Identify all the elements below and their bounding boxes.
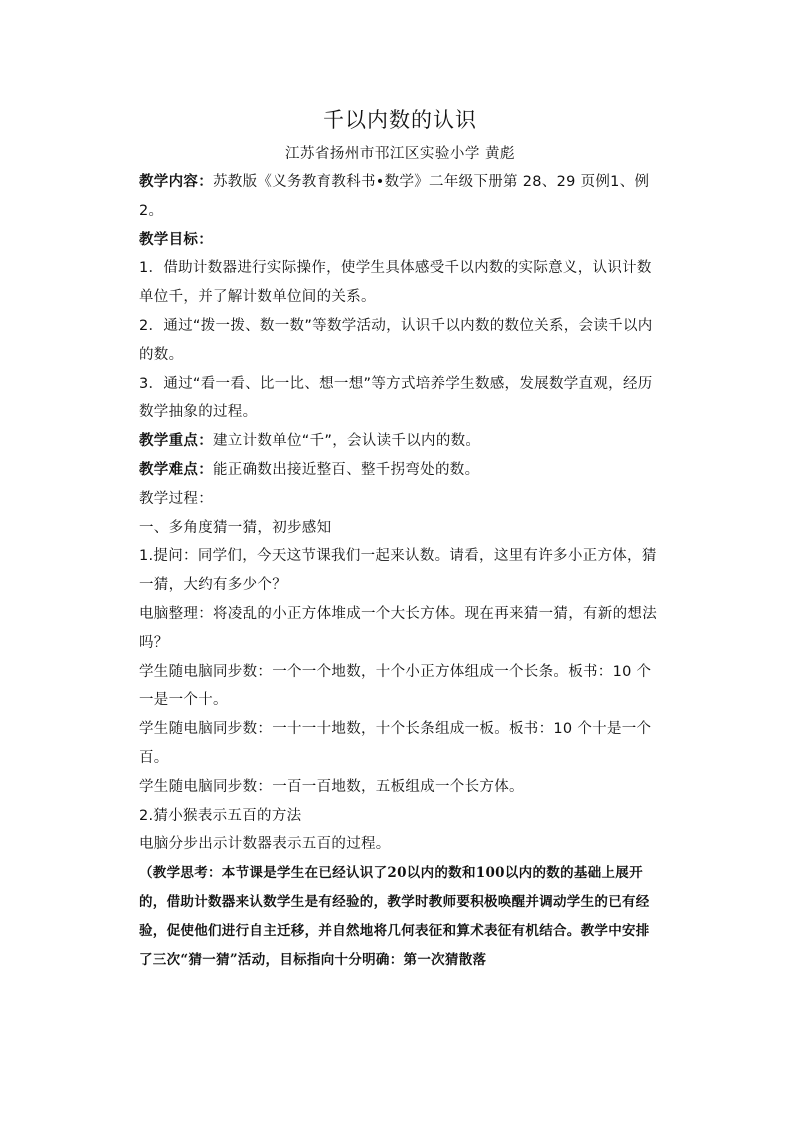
objective-item: 1．借助计数器进行实际操作，使学生具体感受千以内数的实际意义，认识计数单位千，并了解计数单位间的关系。 (139, 260, 652, 306)
difficulty-label: 教学难点： (139, 461, 213, 478)
document-title: 千以内数的认识 (323, 108, 477, 132)
teaching-content-label: 教学内容： (139, 174, 213, 190)
key-point-label: 教学重点： (139, 433, 213, 450)
teaching-content (139, 168, 659, 226)
difficulty-text: 能正确数出接近整百、整千拐弯处的数。 (213, 461, 480, 478)
teaching-reflection: （教学思考：本节课是学生在已经认识了20以内的数和100以内的数的基础上展开的，借助计数器来认数学生是有经验的，教学时教师要积极唤醒并调动学生的已有经验，促使他们进行自主迁移，并自然地将几何表征和算术表征有机结合。教学中安排了三次“猜一猜”活动，目标指向十分明确：第一次猜散落 (139, 865, 650, 968)
paragraph: 1.提问：同学们，今天这节课我们一起来认数。请看，这里有许多小正方体，猜一猜，大约有多少个？ (139, 548, 657, 594)
paragraph: 电脑整理：将凌乱的小正方体堆成一个大长方体。现在再来猜一猜，有新的想法吗？ (139, 605, 657, 651)
paragraph: 2.猜小猴表示五百的方法 (139, 807, 302, 824)
paragraph: 学生随电脑同步数：一个一个地数，十个小正方体组成一个长条。板书：10 个一是一个十。 (139, 663, 652, 709)
section-heading: 一、多角度猜一猜，初步感知 (139, 519, 332, 536)
objective-item: 3．通过“看一看、比一比、想一想”等方式培养学生数感，发展数学直观，经历数学抽象的过程。 (139, 375, 653, 421)
document-body (139, 168, 659, 974)
process-label: 教学过程： (139, 490, 213, 507)
paragraph: 电脑分步出示计数器表示五百的过程。 (139, 836, 391, 853)
key-point-text: 建立计数单位“千”，会认读千以内的数。 (213, 433, 481, 450)
paragraph: 学生随电脑同步数：一百一百地数，五板组成一个长方体。 (139, 778, 524, 795)
author-line: 江苏省扬州市邗江区实验小学 黄彪 (284, 146, 516, 162)
difficulty (139, 456, 659, 485)
objective-item: 2．通过“拨一拨、数一数”等数学活动，认识千以内数的数位关系，会读千以内的数。 (139, 317, 653, 363)
paragraph: 学生随电脑同步数：一十一十地数，十个长条组成一板。板书：10 个十是一个百。 (139, 721, 652, 766)
key-point (139, 427, 659, 456)
objectives-label: 教学目标： (139, 231, 213, 248)
teaching-content-text: 苏教版《义务教育教科书•数学》二年级下册第 28、29 页例1、例2。 (139, 174, 650, 219)
